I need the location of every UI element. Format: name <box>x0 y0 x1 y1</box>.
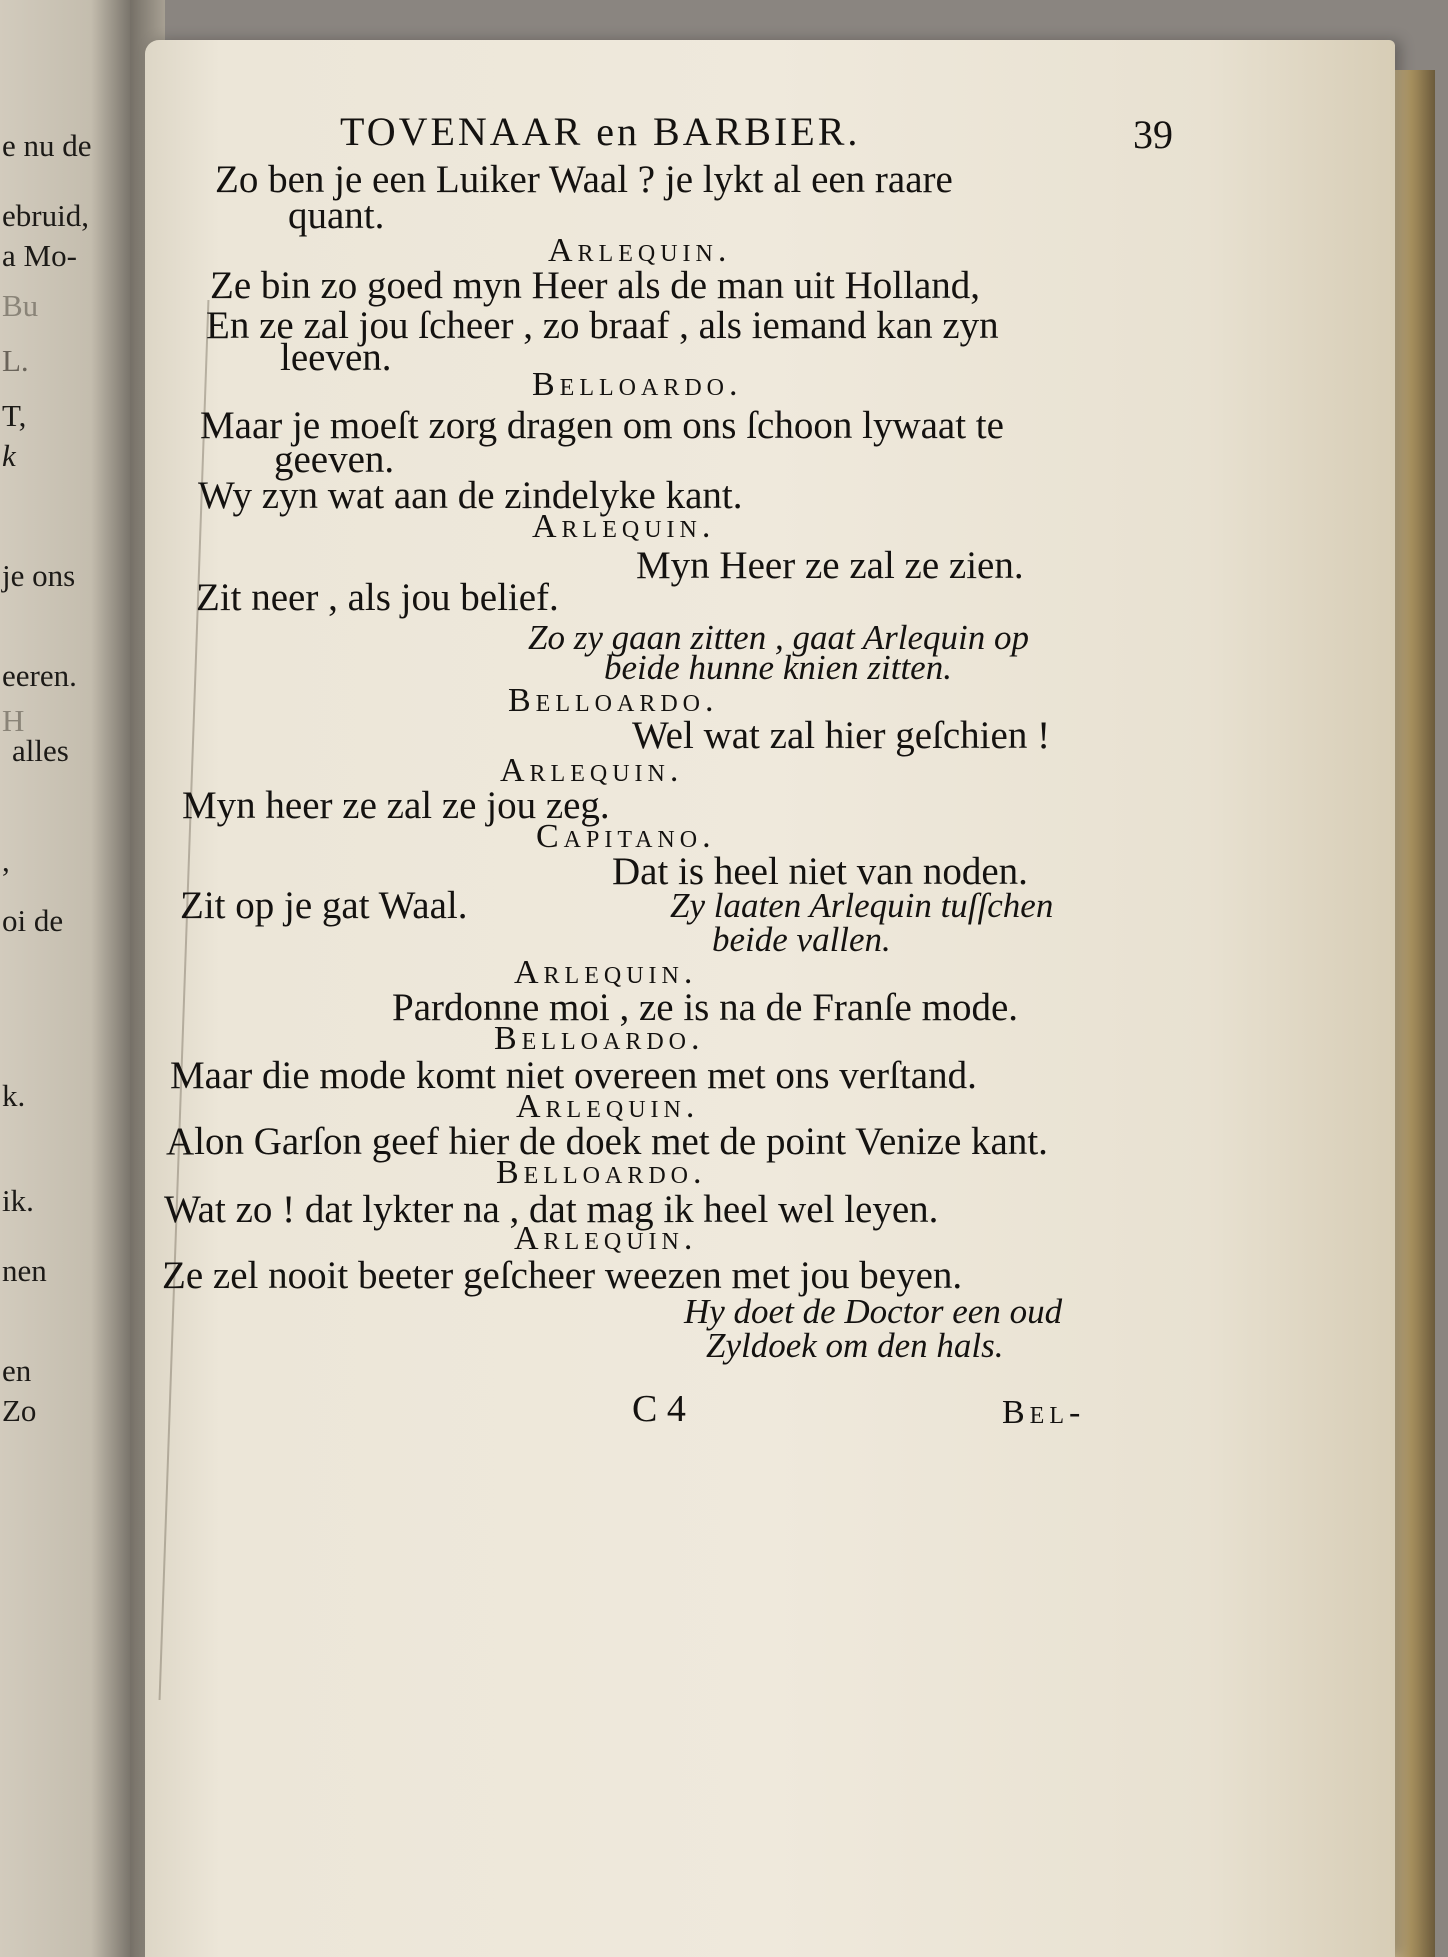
speaker-name: Arlequin. <box>500 752 684 789</box>
text-line: Myn heer ze zal ze jou zeg. <box>182 784 610 827</box>
speaker-name: Belloardo. <box>532 366 743 403</box>
speaker-name: Belloardo. <box>508 682 719 719</box>
left-fragment: T, <box>2 398 27 433</box>
left-fragment: , <box>2 843 10 878</box>
left-fragment: k <box>2 438 16 473</box>
left-fragment: e nu de <box>2 128 92 163</box>
text-line: Wat zo ! dat lykter na , dat mag ik heel wel leyen. <box>164 1188 939 1231</box>
signature-mark: C 4 <box>632 1388 686 1430</box>
left-fragment: Bu <box>2 288 39 323</box>
stage-direction: Zyldoek om den hals. <box>706 1326 1004 1365</box>
page-edge <box>1395 70 1435 1957</box>
text-line: Zit neer , als jou belief. <box>196 576 559 619</box>
speaker-name: Arlequin. <box>548 232 732 269</box>
text-line: quant. <box>288 194 385 237</box>
text-line: Zit op je gat Waal. <box>180 884 468 927</box>
left-fragment: alles <box>12 733 69 768</box>
speaker-name: Arlequin. <box>514 954 698 991</box>
text-line: Maar die mode komt niet overeen met ons verſtand. <box>170 1054 977 1097</box>
catchword: Bel- <box>1002 1394 1086 1431</box>
left-fragment: a Mo- <box>2 238 77 273</box>
page-number: 39 <box>1133 112 1173 157</box>
left-fragment: eeren. <box>2 658 77 693</box>
text-line: Ze zel nooit beeter geſcheer weezen met jou beyen. <box>162 1254 963 1297</box>
left-fragment: k. <box>2 1078 26 1113</box>
speaker-name: Arlequin. <box>516 1088 700 1125</box>
text-line: Alon Garſon geef hier de doek met de point Venize kant. <box>166 1120 1048 1163</box>
running-title: TOVENAAR en BARBIER. <box>340 109 861 154</box>
text-line: Zo ben je een Luiker Waal ? je lykt al een raare <box>215 158 953 201</box>
left-page-edge <box>0 0 130 1957</box>
left-fragment: ik. <box>2 1183 34 1218</box>
speaker-name: Belloardo. <box>496 1154 707 1191</box>
left-fragment: ebruid, <box>2 198 89 233</box>
text-line: geeven. <box>274 438 395 481</box>
text-line: leeven. <box>280 336 392 379</box>
stage-direction: beide vallen. <box>712 920 891 959</box>
stage-direction: Hy doet de Doctor een oud <box>684 1292 1063 1331</box>
text-line: Myn Heer ze zal ze zien. <box>636 544 1024 587</box>
stage-direction: beide hunne knien zitten. <box>604 648 952 687</box>
text-line: Wel wat zal hier geſchien ! <box>632 714 1051 757</box>
text-line: Dat is heel niet van noden. <box>612 850 1028 893</box>
stage-direction: Zo zy gaan zitten , gaat Arlequin op <box>528 618 1030 657</box>
stage-direction: Zy laaten Arlequin tuſſchen <box>670 886 1054 925</box>
left-fragment: en <box>2 1353 32 1388</box>
text-line: Ze bin zo goed myn Heer als de man uit Holland, <box>210 264 981 307</box>
left-fragment: je ons <box>2 558 76 593</box>
left-fragment: Zo <box>2 1393 37 1428</box>
left-fragment: H <box>2 703 25 738</box>
text-line: Pardonne moi , ze is na de Franſe mode. <box>392 986 1018 1029</box>
speaker-name: Capitano. <box>536 818 716 855</box>
left-fragment: oi de <box>2 903 64 938</box>
speaker-name: Arlequin. <box>532 508 716 545</box>
left-fragment: nen <box>2 1253 47 1288</box>
left-fragment: L. <box>2 343 29 378</box>
speaker-name: Arlequin. <box>514 1220 698 1257</box>
text-line: En ze zal jou ſcheer , zo braaf , als iemand kan zyn <box>206 304 999 347</box>
speaker-name: Belloardo. <box>494 1020 705 1057</box>
text-line: Maar je moeſt zorg dragen om ons ſchoon lywaat te <box>200 404 1004 447</box>
text-line: Wy zyn wat aan de zindelyke kant. <box>198 474 743 517</box>
